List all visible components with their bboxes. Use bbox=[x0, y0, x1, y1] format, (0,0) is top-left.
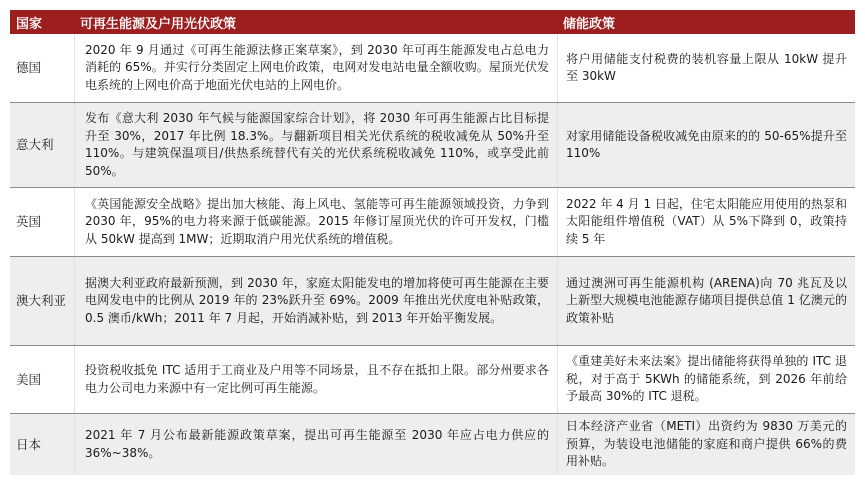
policy-table bbox=[10, 10, 855, 475]
storage-cell: 2022 年 4 月 1 日起，住宅太阳能应用使用的热泵和太阳能组件增值税（VAT）从 5%下降到 0，政策持续 5 年 bbox=[557, 188, 855, 256]
policy-cell: 投资税收抵免 ITC 适用于工商业及户用等不同场景，且不存在抵扣上限。部分州要求各电力公司电力来源中有一定比例可再生能源。 bbox=[74, 346, 557, 413]
table-row bbox=[10, 188, 855, 257]
table-row bbox=[10, 257, 855, 346]
table-row bbox=[10, 414, 855, 475]
table-row bbox=[10, 34, 855, 103]
country-cell: 意大利 bbox=[16, 137, 54, 153]
header-policy: 可再生能源及户用光伏政策 bbox=[80, 16, 237, 32]
policy-cell: 《英国能源安全战略》提出加大核能、海上风电、氢能等可再生能源领域投资，力争到 2030 年，95%的电力将来源于低碳能源。2015 年修订屋顶光伏的许可开发权，门槛从 50kW 提高到 1MW；近期取消户用光伏系统的增值税。 bbox=[74, 188, 557, 256]
country-cell: 美国 bbox=[16, 371, 42, 387]
country-cell: 澳大利亚 bbox=[16, 293, 67, 309]
header-storage: 储能政策 bbox=[563, 16, 616, 32]
storage-cell: 将户用储能支付税费的装机容量上限从 10kW 提升至 30kW bbox=[557, 34, 855, 102]
storage-cell: 通过澳洲可再生能源机构 (ARENA)向 70 兆瓦及以上新型大规模电池能源存储项目提供总值 1 亿澳元的政策补贴 bbox=[557, 257, 855, 345]
storage-cell: 日本经济产业省（METI）出资约为 9830 万美元的预算，为装设电池储能的家庭和商户提供 66%的费用补贴。 bbox=[557, 414, 855, 475]
storage-cell: 对家用储能设备税收减免由原来的的 50-65%提升至 110% bbox=[557, 103, 855, 187]
country-cell: 英国 bbox=[16, 214, 42, 230]
storage-cell: 《重建美好未来法案》提出储能将获得单独的 ITC 退税，对于高于 5KWh 的储能系统，到 2026 年前给予最高 30%的 ITC 退税。 bbox=[557, 346, 855, 413]
table-row bbox=[10, 103, 855, 188]
country-cell: 日本 bbox=[16, 436, 42, 452]
country-cell: 德国 bbox=[16, 60, 42, 76]
policy-cell: 2020 年 9 月通过《可再生能源法修正案草案》，到 2030 年可再生能源发电占总电力消耗的 65%。并实行分类固定上网电价政策，电网对发电站电量全额收购。屋顶光伏发电系统的上网电价高于地面光伏电站的上网电价。 bbox=[74, 34, 557, 102]
table-header bbox=[10, 10, 855, 34]
policy-cell: 2021 年 7 月公布最新能源政策草案，提出可再生能源至 2030 年应占电力供应的 36%~38%。 bbox=[74, 414, 557, 475]
table-row bbox=[10, 346, 855, 414]
policy-cell: 发布《意大利 2030 年气候与能源国家综合计划》，将 2030 年可再生能源占比目标提升至 30%，2017 年比例 18.3%。与翻新项目相关光伏系统的税收减免从 50%升至 110%。与建筑保温项目/供热系统替代有关的光伏系统税收减免 110%，或享受此前 50%。 bbox=[74, 103, 557, 187]
header-country: 国家 bbox=[16, 16, 43, 32]
policy-cell: 据澳大利亚政府最新预测，到 2030 年，家庭太阳能发电的增加将使可再生能源在主要电网发电中的比例从 2019 年的 23%跃升至 69%。2009 年推出光伏度电补贴政策，0.5 澳币/kWh；2011 年 7 月起，开始消减补贴，到 2013 年开始平衡发展。 bbox=[74, 257, 557, 345]
